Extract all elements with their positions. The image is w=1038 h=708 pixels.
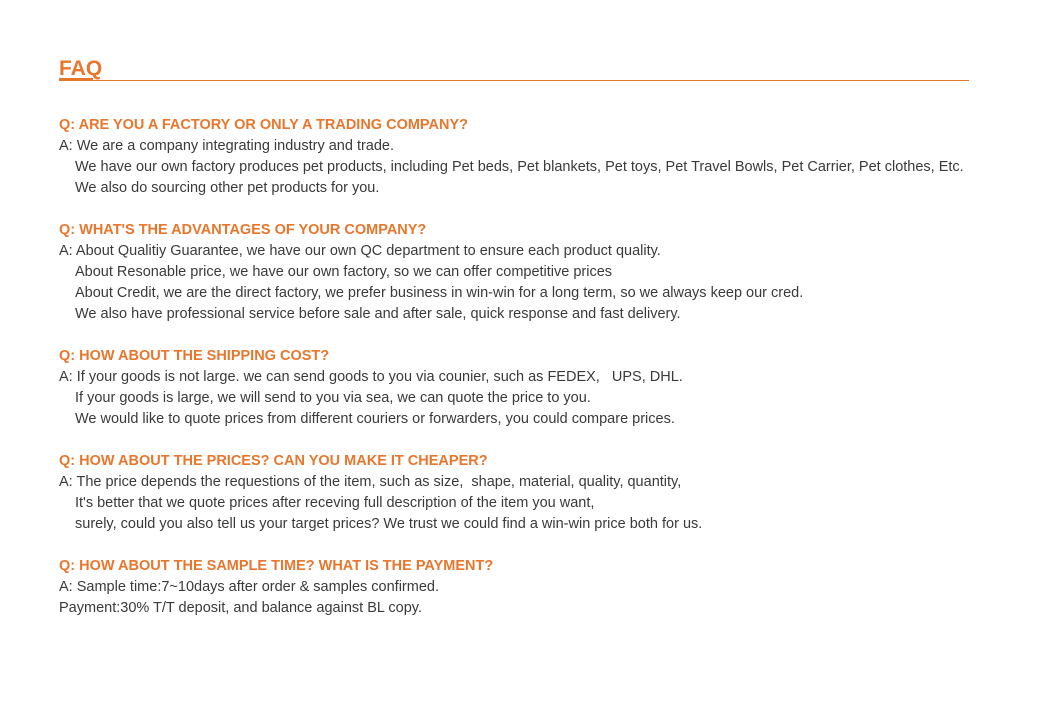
faq-item bbox=[59, 556, 1019, 619]
faq-answer-line: About Resonable price, we have our own factory, so we can offer competitive prices bbox=[75, 264, 613, 280]
faq-answer-line: A: About Qualitiy Guarantee, we have our own QC department to ensure each product quality. bbox=[59, 243, 661, 259]
faq-question: Q: WHAT'S THE ADVANTAGES OF YOUR COMPANY? bbox=[59, 222, 427, 238]
faq-answer-line: A: The price depends the requestions of the item, such as size, shape, material, quality, quantity, bbox=[59, 474, 682, 490]
faq-list bbox=[59, 115, 1019, 640]
page-title: FAQ bbox=[59, 57, 103, 80]
faq-answer-line: We also do sourcing other pet products for you. bbox=[75, 180, 380, 196]
faq-answer-line: We also have professional service before sale and after sale, quick response and fast delivery. bbox=[75, 306, 681, 322]
faq-question: Q: HOW ABOUT THE SHIPPING COST? bbox=[59, 348, 330, 364]
faq-answer-line: We would like to quote prices from different couriers or forwarders, you could compare prices. bbox=[75, 411, 675, 427]
faq-item bbox=[59, 220, 1019, 325]
faq-answer-line: A: We are a company integrating industry and trade. bbox=[59, 138, 395, 154]
faq-item bbox=[59, 115, 1019, 199]
faq-question: Q: ARE YOU A FACTORY OR ONLY A TRADING COMPANY? bbox=[59, 117, 468, 133]
faq-answer-line: A: If your goods is not large. we can send goods to you via counier, such as FEDEX, UPS, DHL. bbox=[59, 369, 683, 385]
faq-header bbox=[59, 52, 969, 81]
faq-answer-line: A: Sample time:7~10days after order & samples confirmed. bbox=[59, 579, 439, 595]
faq-answer-line: It's better that we quote prices after receving full description of the item you want, bbox=[75, 495, 595, 511]
faq-item bbox=[59, 451, 1019, 535]
faq-question: Q: HOW ABOUT THE PRICES? CAN YOU MAKE IT CHEAPER? bbox=[59, 453, 488, 469]
faq-answer-line: If your goods is large, we will send to you via sea, we can quote the price to you. bbox=[75, 390, 591, 406]
faq-item bbox=[59, 346, 1019, 430]
faq-answer-line: We have our own factory produces pet products, including Pet beds, Pet blankets, Pet toys, Pet Travel Bowls, Pet Carrier, Pet clothes, Etc. bbox=[75, 159, 964, 175]
faq-answer-line: surely, could you also tell us your target prices? We trust we could find a win-win price both for us. bbox=[75, 516, 703, 532]
faq-question: Q: HOW ABOUT THE SAMPLE TIME? WHAT IS THE PAYMENT? bbox=[59, 558, 494, 574]
faq-answer-line: About Credit, we are the direct factory, we prefer business in win-win for a long term, so we always keep our cred. bbox=[75, 285, 804, 301]
faq-answer-line: Payment:30% T/T deposit, and balance against BL copy. bbox=[59, 600, 422, 616]
